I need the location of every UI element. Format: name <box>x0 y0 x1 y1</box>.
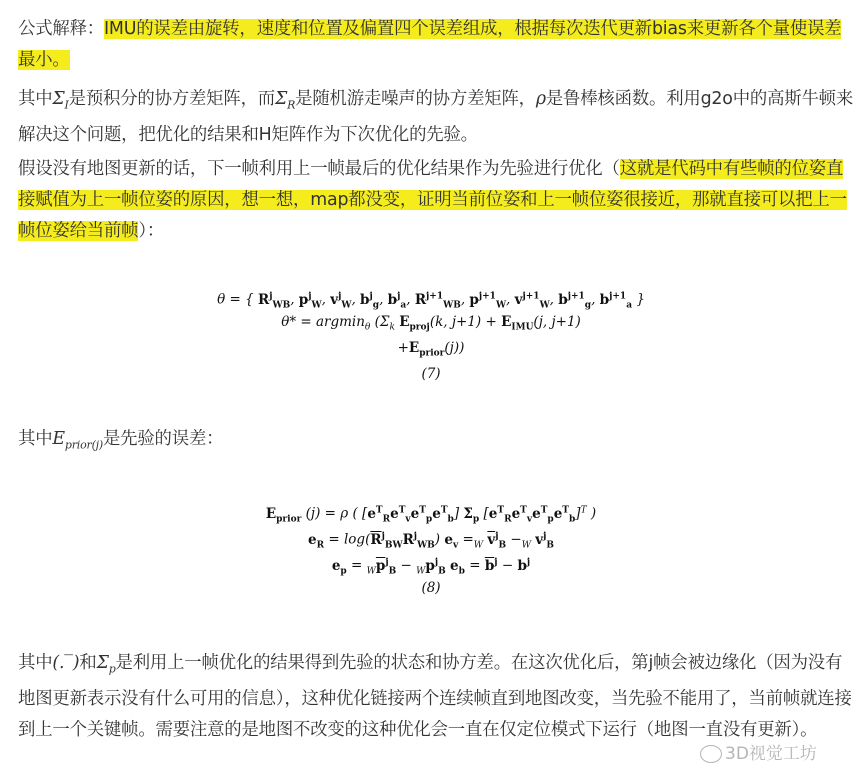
math-subscript: W <box>521 540 531 551</box>
text-run <box>79 653 96 673</box>
text-run <box>295 89 536 109</box>
inline-math <box>96 653 116 676</box>
math-token <box>558 291 592 311</box>
math-token <box>498 558 518 574</box>
math-subscript: p <box>547 514 554 525</box>
math-token <box>396 558 416 574</box>
text: 其中 <box>18 429 53 449</box>
math-symbol: v <box>330 291 339 308</box>
math-symbol: = <box>458 531 474 548</box>
math-superscript: j <box>494 557 498 567</box>
math-subscript: p <box>472 514 480 525</box>
math-superscript: T <box>520 505 527 515</box>
math-superscript: j <box>308 291 312 301</box>
math-token <box>367 505 391 525</box>
math-subscript: prior <box>276 514 302 525</box>
math-symbol: (8) <box>421 580 441 596</box>
math-token <box>301 506 367 522</box>
math-symbol: E <box>408 340 420 356</box>
math-symbol: = log( <box>324 531 371 548</box>
paragraph-prior-assumption <box>18 154 854 247</box>
math-token <box>370 531 403 551</box>
math-symbol: e <box>450 557 459 574</box>
math-superscript: j <box>381 531 385 541</box>
math-symbol: b <box>517 557 527 574</box>
math-subscript: p <box>108 662 116 676</box>
watermark <box>700 744 817 764</box>
math-subscript: p <box>340 566 347 577</box>
math-superscript: j <box>413 531 418 541</box>
math-symbol: Σ <box>274 89 288 109</box>
math-token <box>347 558 367 574</box>
math-symbol: e <box>553 505 563 522</box>
math-token <box>416 558 426 577</box>
math-symbol: ) <box>434 531 445 548</box>
math-symbol: v <box>514 291 523 308</box>
math-subscript: WB <box>443 300 461 311</box>
math-subscript: g <box>584 300 592 311</box>
math-symbol: (7) <box>421 366 441 382</box>
inline-math <box>52 429 103 452</box>
text-run <box>138 221 164 241</box>
math-token <box>402 531 435 551</box>
math-token <box>430 314 501 330</box>
math-superscript: j <box>397 291 401 301</box>
math-symbol: (j) = ρ ( [ <box>301 505 368 522</box>
math-symbol: b <box>387 291 398 308</box>
math-subscript: v <box>526 514 533 525</box>
math-superscript: T <box>398 505 406 515</box>
math-symbol: , <box>379 291 388 308</box>
math-subscript: θ <box>364 322 371 333</box>
math-token <box>521 532 531 551</box>
math-token <box>488 505 512 525</box>
math-symbol: , <box>591 291 600 308</box>
math-symbol: $\overline{v}$ <box>487 531 496 548</box>
math-token <box>331 557 347 577</box>
math-token <box>399 314 430 333</box>
math-superscript: T <box>440 505 448 515</box>
inline-math <box>52 653 79 673</box>
math-symbol: e <box>532 505 541 522</box>
math-subscript: B <box>498 540 507 551</box>
math-token <box>514 291 550 311</box>
equation-line <box>0 497 862 523</box>
math-token <box>487 531 507 551</box>
math-superscript: j <box>495 531 499 541</box>
math-symbol: e <box>410 505 420 522</box>
equation-line <box>0 523 862 549</box>
math-symbol: Σ <box>463 505 473 522</box>
math-token <box>366 558 376 577</box>
math-subscript: g <box>372 300 380 311</box>
text-run <box>69 89 275 109</box>
text: 和 <box>79 653 97 673</box>
math-symbol: + <box>397 340 409 356</box>
math-symbol: , <box>506 291 515 308</box>
math-superscript: T <box>540 505 548 515</box>
math-symbol: θ* = argmin <box>281 314 365 330</box>
math-superscript: j <box>269 291 273 301</box>
math-token <box>501 314 534 333</box>
math-symbol: R <box>414 291 427 308</box>
math-symbol: p <box>298 291 309 308</box>
math-token <box>553 505 576 525</box>
text: 公式解释： <box>18 19 104 39</box>
math-token <box>265 505 302 525</box>
math-token <box>308 531 325 551</box>
text-run <box>18 653 52 673</box>
equation-line <box>0 335 862 361</box>
highlighted-text <box>18 19 841 70</box>
math-symbol: (.‾) <box>52 653 80 673</box>
math-symbol: } <box>632 291 645 308</box>
math-symbol: $\overline{p}$ <box>375 557 386 574</box>
text: 是先验的误差： <box>102 429 224 449</box>
math-token <box>435 532 445 548</box>
math-symbol: p <box>425 557 435 574</box>
math-token <box>398 340 409 356</box>
math-token <box>298 291 322 311</box>
math-superscript: j <box>369 291 373 301</box>
math-subscript: k <box>389 322 395 333</box>
equation-line <box>0 309 862 335</box>
math-token <box>599 291 633 311</box>
math-symbol: (k, j+1) + <box>429 314 502 330</box>
math-subscript: v <box>405 514 411 525</box>
math-token <box>450 557 465 577</box>
math-token <box>454 506 464 522</box>
math-token <box>421 366 440 382</box>
math-token <box>511 505 533 525</box>
math-token <box>322 292 331 308</box>
equation-8 <box>0 497 862 601</box>
math-subscript: WB <box>417 540 435 551</box>
math-symbol: v <box>535 531 544 548</box>
math-superscript: j <box>385 557 389 567</box>
math-token <box>533 314 580 330</box>
math-symbol: , <box>321 291 331 308</box>
text: 假设没有地图更新的话，下一帧利用上一帧最后的优化结果作为先验进行优化（ <box>18 159 620 179</box>
math-token <box>532 505 554 525</box>
math-subscript: R <box>287 98 296 112</box>
paragraph-marginalization <box>18 648 854 746</box>
math-superscript: j <box>543 531 547 541</box>
math-symbol: e <box>331 557 341 574</box>
math-subscript: b <box>458 566 465 577</box>
text: ）： <box>138 221 165 241</box>
math-symbol: R <box>402 531 414 548</box>
text: IMU的误差由旋转，速度和位置及偏置四个误差组成，根据每次迭代更新bias来更新各个量使误差最小。 <box>18 19 842 70</box>
math-token <box>458 532 474 548</box>
math-subscript: R <box>504 514 512 525</box>
math-token <box>414 291 461 311</box>
math-subscript: prior <box>419 348 445 359</box>
text-run <box>18 429 52 449</box>
math-subscript: W <box>341 300 352 311</box>
math-symbol: e <box>390 505 399 522</box>
math-subscript: R <box>316 540 325 551</box>
math-token <box>290 292 299 308</box>
math-subscript: I <box>64 98 69 112</box>
math-symbol: , <box>549 291 559 308</box>
math-symbol: e <box>308 531 317 548</box>
math-token <box>535 531 554 551</box>
math-token <box>390 505 411 525</box>
math-superscript: T <box>497 505 505 515</box>
text-run <box>18 89 52 109</box>
math-superscript: j+1 <box>426 291 444 301</box>
math-token <box>406 292 415 308</box>
math-token <box>632 292 645 308</box>
math-subscript: R <box>382 514 391 525</box>
math-symbol: (j)) <box>444 340 465 356</box>
math-superscript: T <box>375 505 383 515</box>
math-token <box>281 314 365 330</box>
watermark-text: 3D视觉工坊 <box>725 744 817 764</box>
math-symbol: E <box>501 314 512 330</box>
equation-line <box>0 575 862 601</box>
math-subscript: W <box>539 300 550 311</box>
math-token <box>479 506 489 522</box>
math-symbol: ρ <box>535 89 546 109</box>
math-symbol: , <box>290 291 299 308</box>
math-token <box>444 531 459 551</box>
math-symbol: θ = { <box>217 291 258 308</box>
math-symbol: E <box>52 429 65 449</box>
math-symbol: = <box>464 557 485 574</box>
math-superscript: j <box>338 291 342 301</box>
math-token <box>469 291 507 311</box>
text-run <box>18 159 620 179</box>
math-symbol: − <box>396 557 417 574</box>
math-subscript: IMU <box>511 322 534 333</box>
math-symbol: = <box>346 557 367 574</box>
math-token <box>485 558 498 574</box>
math-token <box>257 291 291 311</box>
inline-math <box>536 89 546 109</box>
math-subscript: BW <box>384 540 403 551</box>
math-superscript: j+1 <box>478 291 496 301</box>
math-symbol: − <box>497 557 518 574</box>
math-symbol: e <box>432 505 441 522</box>
math-subscript: W <box>495 300 507 311</box>
math-subscript: W <box>366 566 376 577</box>
text-run <box>103 429 223 449</box>
math-symbol: − <box>506 531 522 548</box>
math-token <box>387 291 407 311</box>
equation-line <box>0 283 862 309</box>
math-symbol: [ <box>479 505 489 522</box>
math-token <box>587 506 597 522</box>
equation-7 <box>0 283 862 387</box>
math-token <box>591 292 600 308</box>
math-superscript: j+1 <box>567 291 585 301</box>
text-run <box>18 19 104 39</box>
math-symbol: e <box>367 505 376 522</box>
paragraph-formula-explanation <box>18 14 854 76</box>
math-symbol: Σ <box>96 653 109 673</box>
math-symbol: (j, j+1) <box>533 314 581 330</box>
math-subscript: b <box>447 514 454 525</box>
math-token <box>506 292 515 308</box>
math-subscript: B <box>388 566 397 577</box>
math-token <box>465 558 485 574</box>
math-token <box>360 291 380 311</box>
equation-line <box>0 361 862 387</box>
math-token <box>375 557 397 577</box>
math-symbol: , <box>406 291 415 308</box>
math-symbol: Σ <box>52 89 65 109</box>
math-superscript: T <box>562 505 569 515</box>
math-symbol: $\overline{b}$ <box>484 557 495 574</box>
math-symbol: , <box>351 291 361 308</box>
math-symbol: ] <box>453 505 464 522</box>
math-token <box>217 292 258 308</box>
math-token <box>408 340 445 359</box>
text: 是鲁棒核函数。利用g2o中的高斯牛顿来解决这个问题，把优化的结果和H矩阵作为下次优化的先验。 <box>18 89 854 146</box>
math-token <box>351 292 360 308</box>
math-token <box>330 291 352 311</box>
math-subscript: b <box>568 514 576 525</box>
math-superscript: T <box>419 505 426 515</box>
math-symbol: (Σ <box>370 314 390 330</box>
math-token <box>379 292 388 308</box>
math-token <box>517 558 530 574</box>
math-symbol: e <box>511 505 521 522</box>
text: 是利用上一帧优化的结果得到先验的状态和协方差。在这次优化后，第j帧会被边缘化（因为没有地图更新表示没有什么可用的信息），这种优化链接两个连续帧直到地图改变，当先验不能用了，当前帧就连接到上一个关键帧。需要注意的是地图不改变的这种优化会一直在仅定位模式下运行（地图一直没有更新）。 <box>18 653 852 741</box>
text: 其中 <box>18 653 53 673</box>
math-token <box>410 505 433 525</box>
math-superscript: j <box>526 557 531 567</box>
math-subscript: proj <box>409 322 430 333</box>
math-subscript: W <box>473 540 484 551</box>
math-symbol: e <box>488 505 498 522</box>
math-token <box>444 340 464 356</box>
math-superscript: T <box>580 505 587 515</box>
inline-math <box>52 89 69 112</box>
math-subscript: WB <box>272 300 291 311</box>
math-symbol: E <box>265 505 277 522</box>
math-token <box>506 532 522 548</box>
math-symbol: ] <box>575 505 581 522</box>
math-subscript: prior(j) <box>64 438 103 452</box>
math-symbol: ) <box>586 505 597 522</box>
inline-math <box>274 89 296 112</box>
math-token <box>463 505 480 525</box>
math-subscript: B <box>438 566 446 577</box>
text-run <box>18 653 852 740</box>
math-symbol: R <box>257 291 270 308</box>
math-symbol: b <box>558 291 568 308</box>
math-token <box>473 532 484 551</box>
math-token <box>324 532 370 548</box>
math-token <box>432 505 454 525</box>
math-superscript: j <box>434 557 439 567</box>
equation-line <box>0 549 862 575</box>
math-symbol: E <box>399 314 410 330</box>
paragraph-prior-error <box>18 424 854 460</box>
math-subscript: p <box>425 514 433 525</box>
math-symbol: e <box>444 531 453 548</box>
math-subscript: W <box>416 566 426 577</box>
math-token <box>550 292 559 308</box>
paragraph-covariance <box>18 84 854 151</box>
math-token <box>421 580 440 596</box>
math-symbol: b <box>360 291 370 308</box>
math-subscript: v <box>452 540 459 551</box>
math-subscript: W <box>311 300 322 311</box>
math-subscript: a <box>400 300 407 311</box>
math-token <box>370 314 389 330</box>
math-symbol: , <box>460 291 470 308</box>
math-superscript: j+1 <box>522 291 540 301</box>
math-subscript: B <box>546 540 554 551</box>
math-symbol: b <box>599 291 610 308</box>
text: 这就是代码中有些帧的位姿直接赋值为上一帧位姿的原因，想一想，map都没变，证明当前位姿和上一帧位姿很接近，那就直接可以把上一帧位姿给当前帧 <box>18 159 847 241</box>
math-subscript: a <box>626 300 633 311</box>
math-token <box>425 557 446 577</box>
wechat-icon <box>700 745 722 763</box>
text: 是随机游走噪声的协方差矩阵， <box>295 89 536 109</box>
math-superscript: j+1 <box>609 291 627 301</box>
text: 是预积分的协方差矩阵，而 <box>68 89 275 109</box>
math-symbol: p <box>469 291 479 308</box>
math-symbol: $\overline{R}$ <box>370 531 382 548</box>
text: 其中 <box>18 89 53 109</box>
